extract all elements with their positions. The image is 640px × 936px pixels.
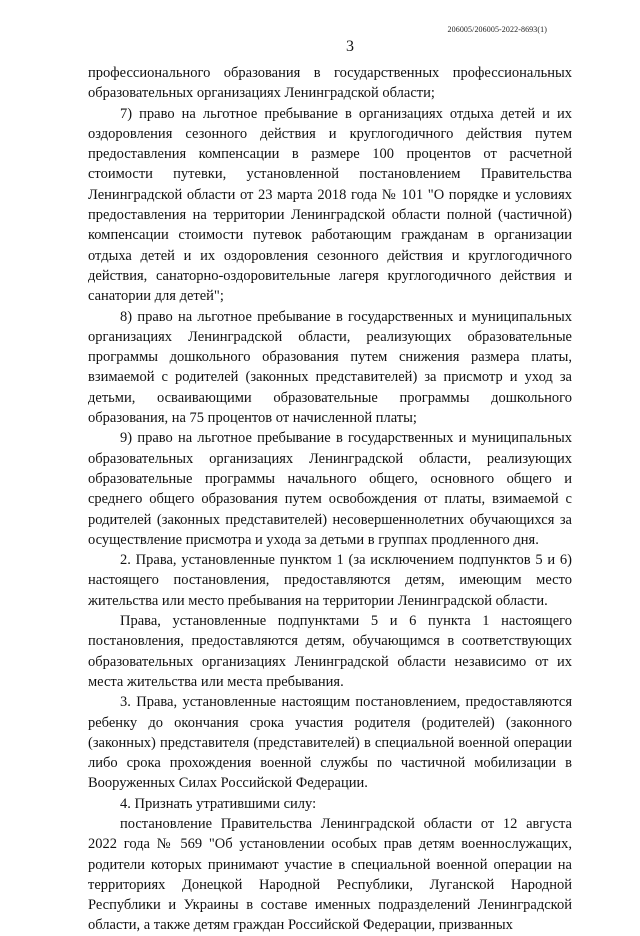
paragraph-item-9: 9) право на льготное пребывание в государственных и муниципальных образовательных организациях Ленинградской области, реализующих образовательные программы начального общего, основного общего и среднего общего образования путем освобождения от платы, взимаемой с родителей (законных представителей) несовершеннолетних обучающихся за осуществление присмотра и ухода за детьми в группах продленного дня. bbox=[88, 430, 572, 548]
page-number: 3 bbox=[346, 38, 354, 55]
paragraph-item-7: 7) право на льготное пребывание в организациях отдыха детей и их оздоровления сезонного действия и круглогодичного действия путем предоставления компенсации в размере 100 процентов от расчетной стоимости путевки, установленной постановлением Правительства Ленинградской области от 23 марта 2018 года № 101 "О порядке и условиях предоставления на территории Ленинградской области полной (частичной) компенсации стоимости путевок работающим гражданам в организации отдыха детей и их оздоровления сезонного действия и круглогодичного действия, санаторно-оздоровительные лагеря круглогодичного действия и санатории для детей"; bbox=[88, 105, 572, 305]
paragraph-item-8: 8) право на льготное пребывание в государственных и муниципальных организациях Ленинградской области, реализующих образовательные программы дошкольного образования путем снижения размера платы, взимаемой с родителей (законных представителей) за присмотр и уход за детьми, осваивающими образовательные программы дошкольного образования, на 75 процентов от начисленной платы; bbox=[88, 308, 572, 427]
paragraph-clause-3: 3. Права, установленные настоящим постановлением, предоставляются ребенку до окончания срока участия родителя (родителей) (законного (законных) представителя (представителей) в специальной военной операции либо срока прохождения военной службы по частичной мобилизации в Вооруженных Силах Российской Федерации. bbox=[88, 694, 572, 792]
paragraph-repealed-decree: постановление Правительства Ленинградской области от 12 августа 2022 года № 569 "Об установлении особых прав детям военнослужащих, родители которых принимают участие в специальной военной операции на территориях Донецкой Народной Республики, Луганской Народной Республики и Украины в составе именных подразделений Ленинградской области, а также детям граждан Российской Федерации, призванных bbox=[88, 815, 572, 934]
paragraph-clause-4: 4. Признать утратившими силу: bbox=[120, 795, 317, 812]
paragraph-clause-2: 2. Права, установленные пунктом 1 (за исключением подпунктов 5 и 6) настоящего постановления, предоставляются детям, имеющим место жительства или место пребывания на территории Ленинградской области. bbox=[88, 552, 572, 609]
document-body bbox=[88, 63, 572, 936]
paragraph-clause-2-rights: Права, установленные подпунктами 5 и 6 пункта 1 настоящего постановления, предоставляются детям, обучающимся в соответствующих образовательных организациях Ленинградской области независимо от их места жительства или места пребывания. bbox=[88, 613, 572, 690]
paragraph-continuation: профессионального образования в государственных профессиональных образовательных организациях Ленинградской области; bbox=[88, 65, 572, 102]
document-id: 206005/206005-2022-8693(1) bbox=[447, 25, 547, 34]
